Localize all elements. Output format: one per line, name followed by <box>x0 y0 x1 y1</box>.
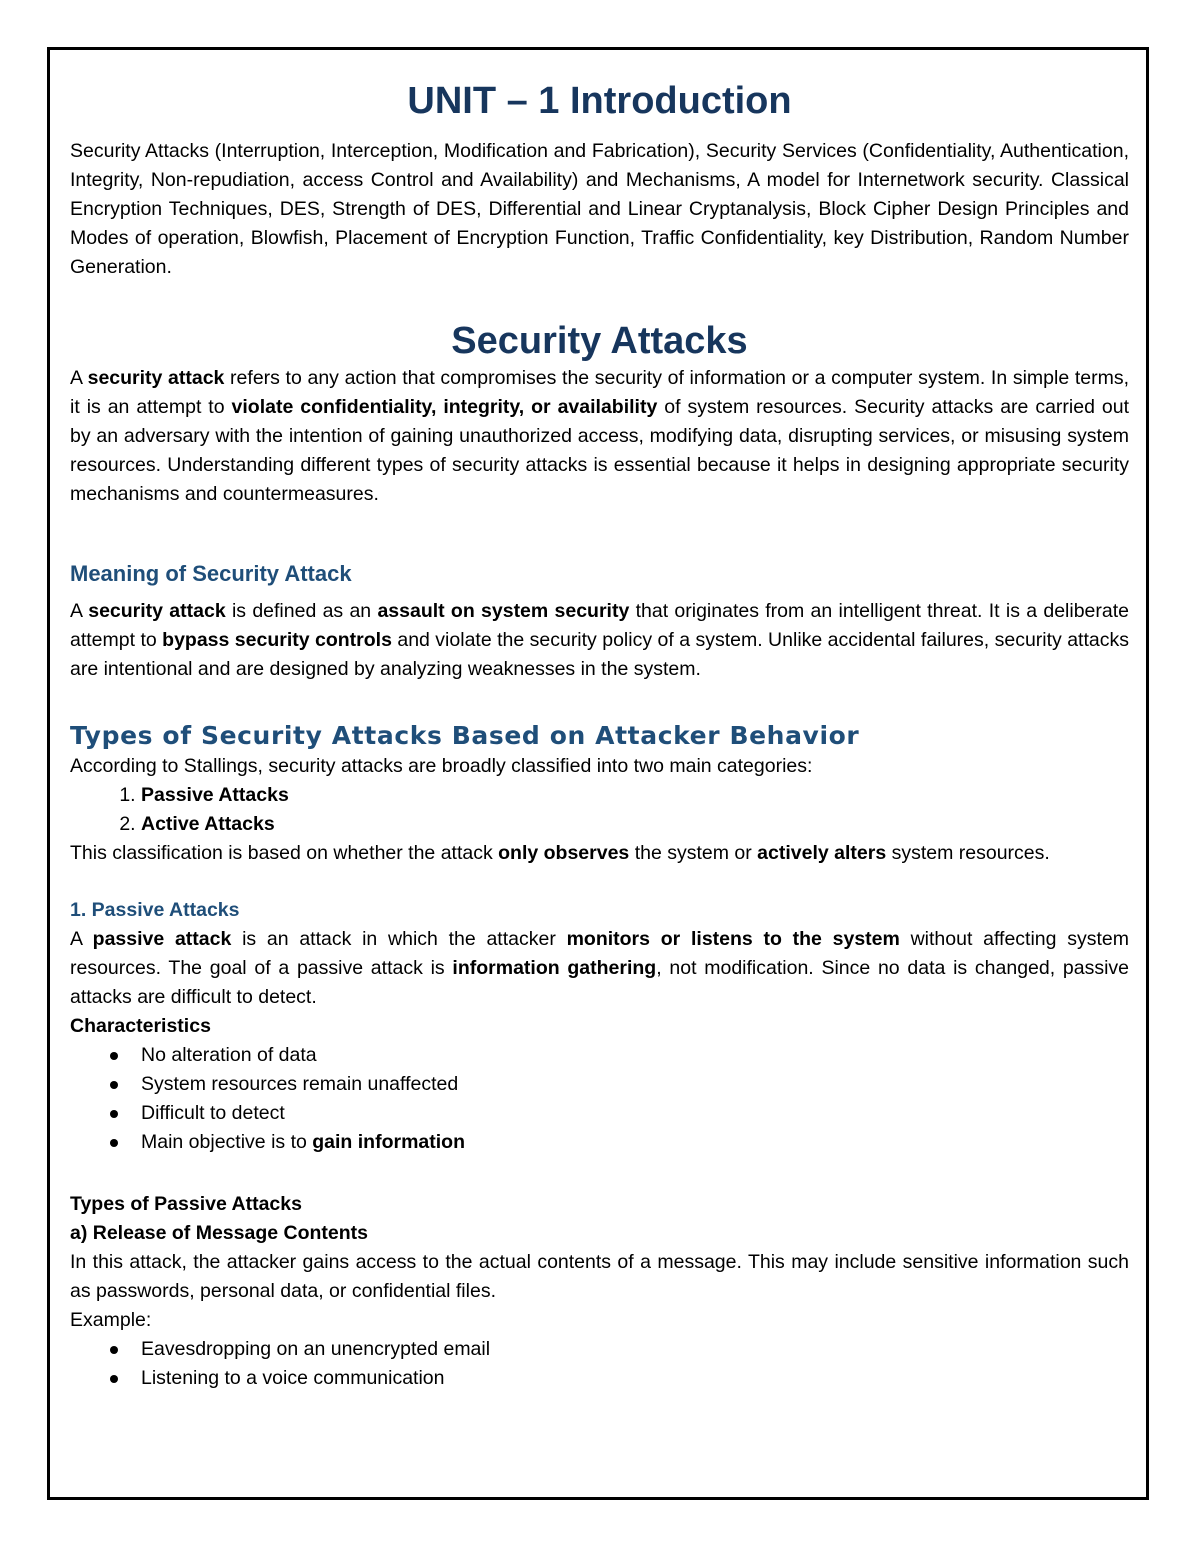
passive-text-1: A <box>70 928 93 950</box>
types-bold-2: actively alters <box>757 842 887 864</box>
passive-text-2: is an attack in which the attacker <box>231 928 567 950</box>
category-active: Active Attacks <box>141 813 275 835</box>
meaning-text-2: is defined as an <box>225 600 378 622</box>
intro-bold-2: violate confidentiality, integrity, or availability <box>231 396 658 418</box>
list-item: No alteration of data <box>141 1041 1129 1070</box>
intro-text-2: refers to any action that compromises the security of information or a computer system. In simple terms, it is an attempt to <box>70 367 1129 418</box>
characteristics-list <box>70 1041 1129 1157</box>
list-item: Listening to a voice communication <box>141 1364 1129 1393</box>
intro-text-3: of system resources. Security attacks are carried out by an adversary with the intention of gaining unauthorized access, modifying data, disrupting services, or misusing system resources. Understanding different types of security attacks is essential because it helps in designing appropriate security mechanisms and countermeasures. <box>70 396 1129 505</box>
types-of-passive-label: Types of Passive Attacks <box>70 1193 302 1215</box>
meaning-bold-3: bypass security controls <box>162 629 392 651</box>
list-item <box>141 781 1129 810</box>
types-text-3: system resources. <box>886 842 1050 864</box>
category-passive: Passive Attacks <box>141 784 289 806</box>
document-body <box>70 78 1129 1393</box>
release-label: a) Release of Message Contents <box>70 1222 369 1244</box>
meaning-paragraph <box>70 597 1129 684</box>
release-heading <box>70 1219 1129 1248</box>
last-characteristic-bold: gain information <box>312 1131 465 1153</box>
unit-title: UNIT – 1 Introduction <box>407 80 792 122</box>
meaning-text-1: A <box>70 600 89 622</box>
passive-bold-2: monitors or listens to the system <box>566 928 900 950</box>
meaning-text-3: that originates from an intelligent threat. It is a deliberate attempt to <box>70 600 1129 651</box>
meaning-heading: Meaning of Security Attack <box>70 561 352 586</box>
passive-text-4: , not modification. Since no data is changed, passive attacks are difficult to detect. <box>70 957 1130 1008</box>
examples-list <box>70 1335 1129 1393</box>
types-of-passive-heading <box>70 1190 1129 1219</box>
intro-bold-1: security attack <box>87 367 225 389</box>
meaning-bold-2: assault on system security <box>377 600 630 622</box>
list-item: System resources remain unaffected <box>141 1070 1129 1099</box>
list-item <box>141 810 1129 839</box>
types-bold-1: only observes <box>498 842 630 864</box>
intro-text-1: A <box>70 367 88 389</box>
intro-paragraph <box>70 364 1129 509</box>
passive-bold-3: information gathering <box>452 957 657 979</box>
passive-heading: 1. Passive Attacks <box>70 899 240 921</box>
list-item <box>141 1128 1129 1157</box>
characteristics-heading <box>70 1012 1129 1041</box>
section-title: Security Attacks <box>451 320 748 362</box>
passive-paragraph <box>70 925 1129 1012</box>
example-label: Example: <box>70 1309 152 1331</box>
classification-paragraph <box>70 839 1129 868</box>
last-characteristic-prefix: Main objective is to <box>141 1131 313 1153</box>
passive-bold-1: passive attack <box>92 928 232 950</box>
passive-text-3: without affecting system resources. The goal of a passive attack is <box>70 928 1129 979</box>
meaning-text-4: and violate the security policy of a system. Unlike accidental failures, security attacks are intentional and are designed by analyzing weaknesses in the system. <box>70 629 1129 680</box>
attack-category-list <box>70 781 1129 839</box>
spacer <box>70 1157 1129 1190</box>
syllabus-paragraph: Security Attacks (Interruption, Interception, Modification and Fabrication), Security Services (Confidentiality, Authentication, Integrity, Non-repudiation, access Control and Availability) and Mechanisms, A model for Internetwork security. Classical Encryption Techniques, DES, Strength of DES, Differential and Linear Cryptanalysis, Block Cipher Design Principles and Modes of operation, Blowfish, Placement of Encryption Function, Traffic Confidentiality, key Distribution, Random Number Generation. <box>70 140 1129 278</box>
types-text-1: This classification is based on whether the attack <box>70 842 499 864</box>
list-item: Difficult to detect <box>141 1099 1129 1128</box>
characteristics-label: Characteristics <box>70 1015 211 1037</box>
meaning-bold-1: security attack <box>88 600 226 622</box>
types-heading: Types of Security Attacks Based on Attacker Behavior <box>70 721 860 750</box>
release-paragraph: In this attack, the attacker gains access to the actual contents of a message. This may include sensitive information such as passwords, personal data, or confidential files. <box>70 1251 1129 1302</box>
types-lead: According to Stallings, security attacks are broadly classified into two main categories: <box>70 755 813 777</box>
types-text-2: the system or <box>629 842 758 864</box>
list-item: Eavesdropping on an unencrypted email <box>141 1335 1129 1364</box>
